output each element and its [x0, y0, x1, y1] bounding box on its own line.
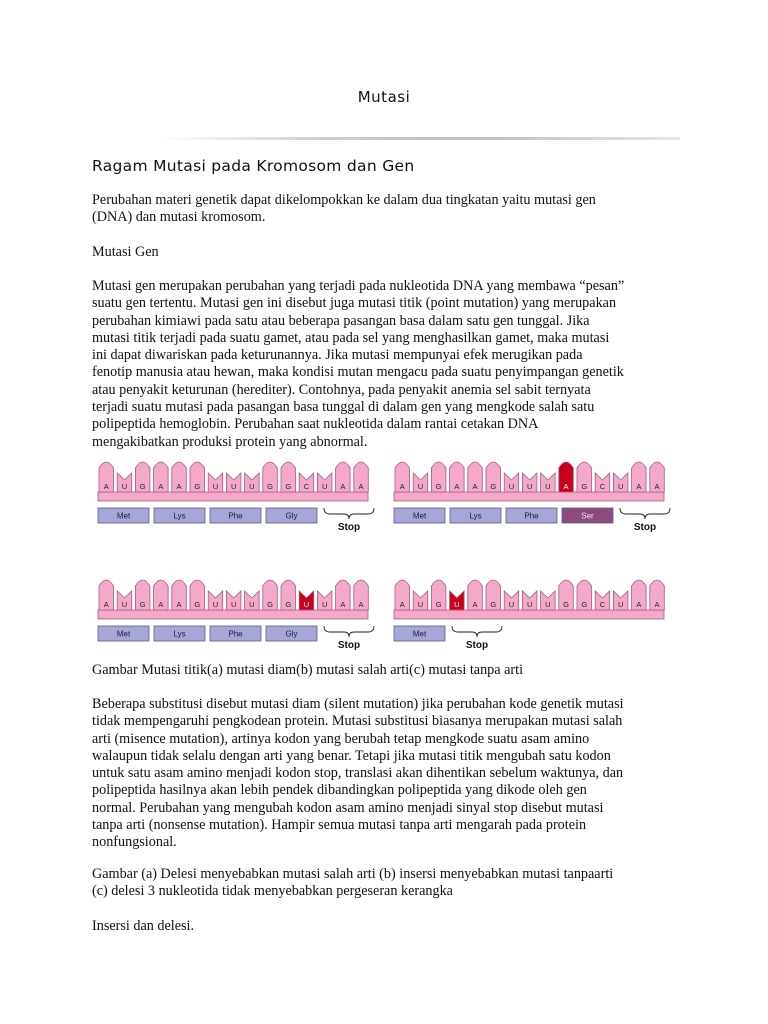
amino-acid-label: Phe — [228, 511, 243, 521]
stop-brace — [452, 626, 502, 637]
intro-paragraph — [92, 192, 682, 227]
subheading-text: Mutasi Gen — [92, 244, 159, 260]
base-label: A — [654, 482, 660, 491]
paragraph-line: (c) delesi 3 nukleotida tidak menyebabkan pergeseran kerangka — [92, 883, 453, 900]
paragraph-line: Beberapa substitusi disebut mutasi diam (silent mutation) jika perubahan kode genetik mutasi — [92, 696, 624, 712]
paragraph-line: Mutasi gen merupakan perubahan yang terjadi pada nukleotida DNA yang membawa “pesan” — [92, 278, 625, 294]
stop-brace — [620, 508, 670, 519]
base-label: U — [526, 482, 533, 491]
caption-text: Gambar Mutasi titik(a) mutasi diam(b) mutasi salah arti(c) mutasi tanpa arti — [92, 662, 524, 678]
base-label: G — [285, 600, 292, 609]
base-label: G — [435, 482, 442, 491]
amino-acid-label: Phe — [524, 511, 539, 521]
base-label: A — [563, 482, 569, 491]
paragraph-line: arti (misence mutation), artinya kodon yang berubah tetap mengkode suatu asam amino — [92, 730, 590, 747]
silent-mutation-paragraph — [92, 696, 682, 852]
base-label: C — [599, 600, 606, 609]
paragraph-line: polipeptida hemoglobin. Perubahan saat nukleotida dalam rantai cetakan DNA — [92, 416, 539, 433]
base-label: U — [321, 482, 328, 491]
base-label: A — [399, 482, 405, 491]
base-label: G — [563, 600, 569, 609]
paragraph-line: perubahan kimiawi pada satu atau beberapa pasangan basa dalam satu gen tunggal. Jika — [92, 312, 590, 329]
paragraph-line: mengakibatkan produksi protein yang abnormal. — [92, 433, 368, 450]
base-label: A — [103, 600, 109, 609]
intro-line: Perubahan materi genetik dapat dikelompokkan ke dalam dua tingkatan yaitu mutasi gen — [92, 192, 596, 208]
base-label: G — [435, 600, 442, 609]
amino-acid-label: Met — [412, 629, 427, 639]
base-label: G — [490, 482, 497, 491]
paragraph-line: normal. Perubahan yang mengubah kodon asam amino menjadi sinyal stop disebut mutasi — [92, 799, 604, 816]
mrna-backbone — [98, 610, 368, 619]
base-label: U — [212, 600, 219, 609]
base-label: U — [526, 600, 533, 609]
amino-acid-label: Phe — [228, 629, 243, 639]
stop-label: Stop — [337, 640, 361, 651]
base-label: U — [454, 600, 460, 609]
base-label: G — [285, 482, 292, 491]
base-label: A — [340, 600, 346, 609]
page-title: Mutasi — [357, 88, 411, 106]
base-label: U — [230, 482, 237, 491]
paragraph-line: terjadi suatu mutasi pada pasangan basa tunggal di dalam gen yang mengkode salah satu — [92, 399, 595, 416]
insertion-deletion-line — [92, 918, 682, 935]
section-heading: Ragam Mutasi pada Kromosom dan Gen — [92, 157, 415, 175]
paragraph-line: nonfungsional. — [92, 834, 177, 851]
paragraph-line: walaupun tidak selalu dengan arti yang benar. Tetapi jika mutasi titik mengubah satu kodon — [92, 747, 611, 764]
base-label: U — [417, 482, 424, 491]
base-label: A — [358, 482, 364, 491]
base-label: U — [508, 600, 515, 609]
base-label: A — [103, 482, 109, 491]
stop-label: Stop — [465, 640, 489, 651]
base-label: A — [472, 482, 478, 491]
gene-mutation-paragraph — [92, 278, 682, 451]
base-label: A — [636, 482, 642, 491]
subheading-mutasi-gen — [92, 244, 682, 261]
base-label: G — [139, 482, 146, 491]
base-label: A — [158, 482, 164, 491]
title-divider — [160, 137, 680, 140]
gambar-paragraph — [92, 866, 682, 901]
paragraph-line: fenotip manusia atau hewan, maka kondisi mutan mengacu pada suatu penyimpangan genetik — [92, 364, 624, 381]
amino-acid-label: Lys — [173, 629, 186, 639]
base-label: A — [358, 600, 364, 609]
figure-caption — [92, 662, 682, 679]
amino-acid-label: Gly — [285, 511, 298, 521]
base-label: G — [490, 600, 497, 609]
paragraph-line: polipeptida hasilnya akan lebih pendek dibandingkan polipeptida yang dikode oleh gen — [92, 782, 587, 799]
base-label: A — [176, 482, 182, 491]
base-label: U — [545, 482, 551, 491]
amino-acid-label: Gly — [285, 629, 298, 639]
mrna-backbone — [394, 492, 664, 501]
amino-acid-label: Met — [116, 511, 131, 521]
base-label: A — [636, 600, 642, 609]
point-mutation-figure — [92, 458, 682, 653]
paragraph-line: Gambar (a) Delesi menyebabkan mutasi salah arti (b) insersi menyebabkan mutasi tanpaarti — [92, 866, 614, 882]
amino-acid-label: Lys — [173, 511, 186, 521]
base-label: G — [267, 482, 273, 491]
paragraph-line: suatu gen tertentu. Mutasi gen ini disebut juga mutasi titik (point mutation) yang merupakan — [92, 295, 617, 312]
base-label: A — [454, 482, 460, 491]
paragraph-line: untuk satu asam amino menjadi kodon stop, translasi akan dihentikan sebelum waktunya, dan — [92, 765, 624, 782]
base-label: U — [249, 600, 255, 609]
base-label: C — [599, 482, 606, 491]
intro-line: (DNA) dan mutasi kromosom. — [92, 209, 266, 226]
amino-acid-label: Ser — [581, 511, 594, 521]
stop-brace — [324, 508, 374, 519]
mrna-backbone — [98, 492, 368, 501]
base-label: U — [545, 600, 551, 609]
base-label: A — [472, 600, 478, 609]
base-label: C — [303, 482, 310, 491]
mutation-diagram — [92, 458, 682, 653]
base-label: G — [581, 600, 588, 609]
base-label: U — [230, 600, 237, 609]
base-label: A — [340, 482, 346, 491]
amino-acid-label: Lys — [469, 511, 482, 521]
base-label: U — [212, 482, 219, 491]
paragraph-line: tanpa arti (nonsense mutation). Hampir semua mutasi tanpa arti mengarah pada protein — [92, 817, 587, 834]
base-label: U — [121, 482, 128, 491]
base-label: A — [654, 600, 660, 609]
base-label: U — [617, 600, 624, 609]
base-label: U — [508, 482, 515, 491]
base-label: U — [303, 600, 310, 609]
mrna-backbone — [394, 610, 664, 619]
base-label: U — [617, 482, 624, 491]
base-label: G — [267, 600, 273, 609]
base-label: U — [321, 600, 328, 609]
base-label: A — [399, 600, 405, 609]
paragraph-line: ini dapat diwariskan pada keturunannya. Jika mutasi mempunyai efek merugikan pada — [92, 347, 583, 364]
paragraph-line: mutasi titik terjadi pada suatu gamet, atau pada sel yang menghasilkan gamet, maka mutasi — [92, 329, 610, 346]
base-label: G — [194, 482, 201, 491]
base-label: U — [417, 600, 424, 609]
base-label: G — [139, 600, 146, 609]
last-line-text: Insersi dan delesi. — [92, 918, 195, 934]
stop-brace — [324, 626, 374, 637]
base-label: U — [249, 482, 255, 491]
base-label: G — [194, 600, 201, 609]
stop-label: Stop — [337, 522, 361, 533]
paragraph-line: tidak mempengaruhi pengkodean protein. Mutasi substitusi biasanya merupakan mutasi salah — [92, 713, 623, 730]
amino-acid-label: Met — [412, 511, 427, 521]
base-label: G — [581, 482, 588, 491]
stop-label: Stop — [633, 522, 657, 533]
amino-acid-label: Met — [116, 629, 131, 639]
base-label: A — [158, 600, 164, 609]
base-label: A — [176, 600, 182, 609]
paragraph-line: atau penyakit keturunan (herediter). Contohnya, pada penyakit anemia sel sabit ternyata — [92, 381, 591, 398]
base-label: U — [121, 600, 128, 609]
